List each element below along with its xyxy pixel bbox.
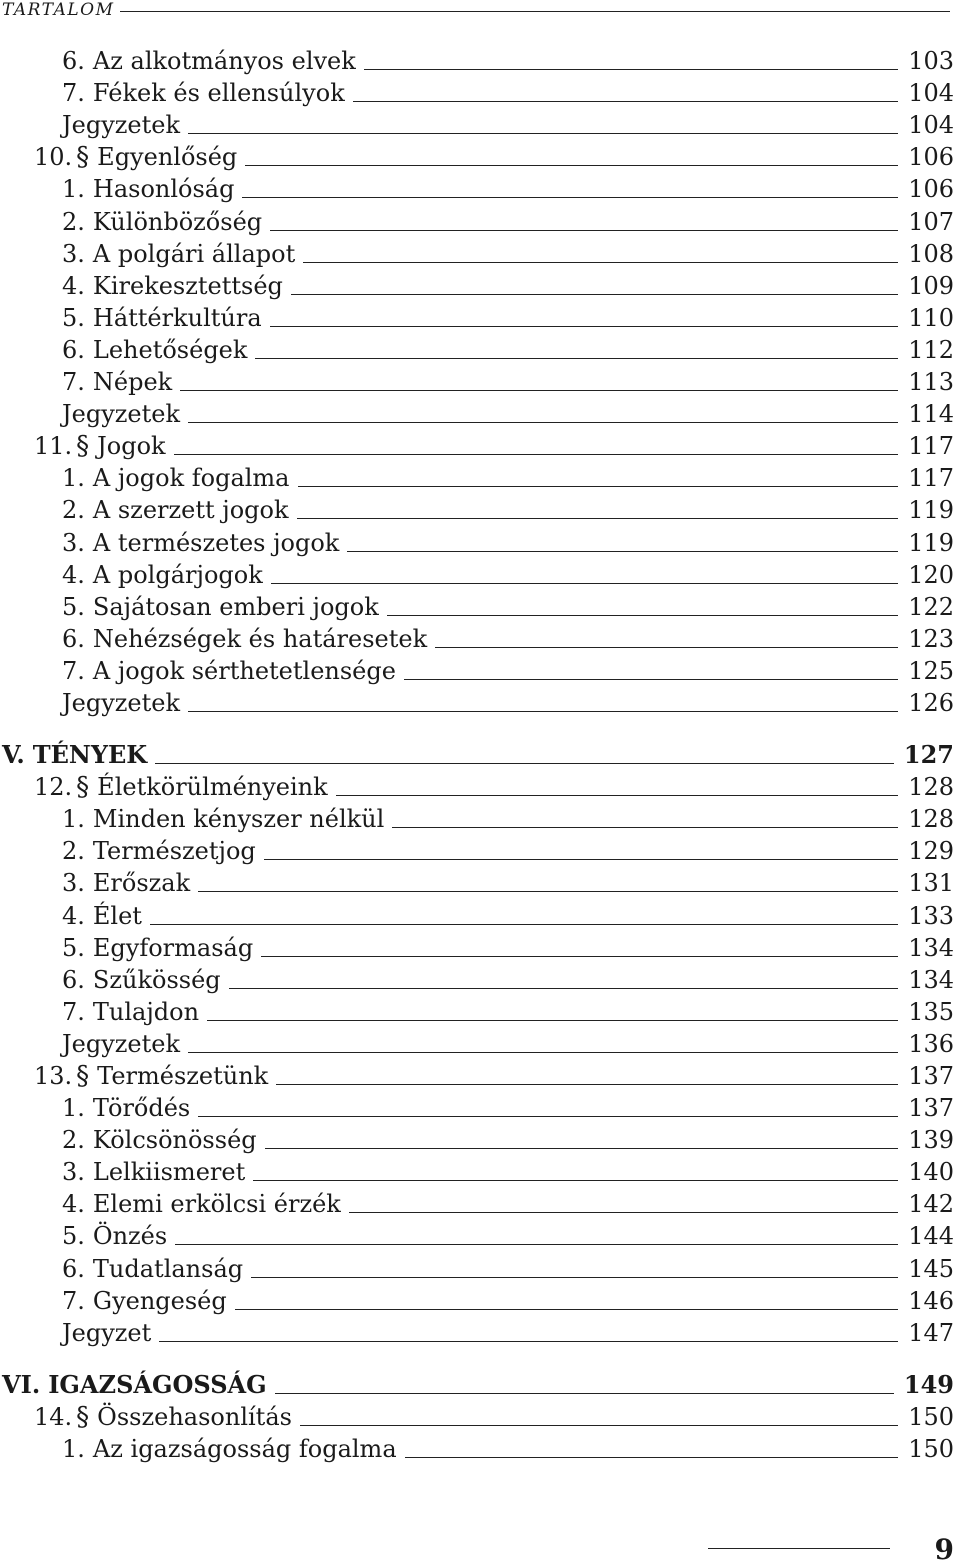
leader-line [276, 1084, 898, 1085]
toc-entry-title: Tudatlanság [92, 1254, 244, 1283]
toc-entry-page: 114 [908, 400, 954, 429]
toc-row-item [0, 1320, 954, 1352]
toc-entry-number: 2. [62, 207, 85, 236]
toc-row-item [0, 1127, 954, 1159]
leader-line [242, 197, 898, 198]
toc-entry-number: VI. [2, 1369, 41, 1399]
toc-entry-number: 2. [62, 496, 85, 525]
toc-entry-number: 3. [62, 1158, 85, 1187]
toc-row-item [0, 273, 954, 305]
toc-entry-title: A polgári állapot [92, 239, 296, 268]
toc-entry [62, 1288, 954, 1314]
toc-entry-title: Önzés [92, 1222, 168, 1251]
leader-line [245, 165, 898, 166]
toc-entry-number: 14. [34, 1402, 73, 1431]
toc-row-item [0, 690, 954, 722]
toc-row-item [0, 1159, 954, 1191]
toc-entry-page: 125 [908, 656, 954, 685]
toc-entry-number: 4. [62, 271, 85, 300]
leader-line [300, 1425, 898, 1426]
toc-entry-title: Egyformaság [92, 933, 254, 962]
toc-entry-number: 1. [62, 1094, 85, 1123]
leader-line [175, 1244, 898, 1245]
toc-entry-page: 123 [908, 624, 954, 653]
toc-entry-page: 146 [908, 1286, 954, 1315]
toc-entry [62, 870, 954, 896]
toc-entry-page: 145 [908, 1254, 954, 1283]
leader-line [387, 615, 898, 616]
leader-line [405, 1457, 899, 1458]
toc-entry-number: V. [2, 740, 25, 770]
toc-entry [62, 806, 954, 832]
toc-entry-title: A jogok sérthetetlensége [92, 656, 396, 685]
toc-entry-page: 110 [908, 303, 954, 332]
toc-entry-page: 131 [908, 869, 954, 898]
toc-entry [62, 1191, 954, 1217]
toc-entry-title: Jegyzet [62, 1318, 152, 1347]
toc-entry [62, 80, 954, 106]
toc-entry-title: Természetjog [92, 837, 256, 866]
toc-entry [62, 1127, 954, 1153]
toc-entry [62, 1223, 954, 1249]
leader-line [336, 795, 899, 796]
toc-entry-number: 4. [62, 1190, 85, 1219]
toc-entry-page: 150 [908, 1435, 954, 1464]
toc-entry-page: 109 [908, 271, 954, 300]
toc-row-item [0, 305, 954, 337]
leader-line [198, 1116, 898, 1117]
toc-entry-title: Jegyzetek [62, 1029, 180, 1058]
toc-entry-title: Jegyzetek [62, 111, 180, 140]
toc-entry-title: Népek [92, 368, 173, 397]
toc-row-item [0, 870, 954, 902]
toc-row-item [0, 838, 954, 870]
toc-row-item [0, 401, 954, 433]
toc-row-item [0, 594, 954, 626]
toc-row-item [0, 369, 954, 401]
toc-row-item [0, 658, 954, 690]
toc-entry [62, 838, 954, 864]
toc-entry-number: 13. [34, 1062, 73, 1090]
toc-row-item [0, 497, 954, 529]
toc-entry-number: 1. [62, 175, 85, 204]
leader-line [251, 1277, 898, 1278]
toc-row-item [0, 176, 954, 208]
leader-line [364, 69, 898, 70]
toc-entry-title: Hasonlóság [92, 175, 235, 204]
toc-entry-number: 5. [62, 592, 85, 621]
leader-line [265, 1148, 899, 1149]
toc-entry-title: Elemi erkölcsi érzék [92, 1190, 341, 1219]
toc-entry-title: Az alkotmányos elvek [92, 47, 356, 76]
leader-line [298, 486, 899, 487]
toc-entry-page: 117 [908, 432, 954, 461]
toc-row-item [0, 465, 954, 497]
leader-line [180, 390, 898, 391]
leader-line [255, 358, 898, 359]
toc-entry-page: 103 [908, 47, 954, 76]
leader-line [174, 454, 899, 455]
toc-row-item [0, 1255, 954, 1287]
toc-entry-number: 4. [62, 901, 85, 930]
toc-entry-title: A jogok fogalma [92, 464, 290, 493]
toc-entry-title: Kirekesztettség [92, 271, 283, 300]
toc-entry-page: 119 [908, 496, 954, 525]
header-label: TARTALOM [2, 0, 121, 20]
toc-row-item [0, 1288, 954, 1320]
toc-entry-number: 4. [62, 560, 85, 589]
toc-row-item [0, 1191, 954, 1223]
toc-entry [62, 1320, 954, 1346]
header-rule [120, 11, 950, 12]
toc-entry [62, 562, 954, 588]
leader-line [188, 133, 898, 134]
toc-entry [34, 1063, 954, 1089]
toc-row-item [0, 337, 954, 369]
toc-entry [62, 273, 954, 299]
toc-row-chapter [0, 1401, 954, 1436]
toc-entry-page: 150 [908, 1402, 954, 1431]
toc-entry-title: Természetünk [97, 1062, 269, 1090]
toc-row-chapter [0, 433, 954, 465]
toc-row-item [0, 241, 954, 273]
toc-entry [62, 112, 954, 138]
toc-entry-page: 137 [908, 1062, 954, 1090]
toc-entry-number: 7. [62, 1286, 85, 1315]
leader-line [188, 1052, 898, 1053]
toc-entry-title: Gyengeség [92, 1286, 227, 1315]
toc-entry-title: A természetes jogok [92, 528, 340, 557]
toc-entry [2, 742, 954, 768]
toc-entry [62, 999, 954, 1025]
leader-line [159, 1341, 898, 1342]
section-mark-icon: § [76, 142, 90, 173]
toc-entry-number: 3. [62, 528, 85, 557]
toc-entry [2, 1369, 954, 1399]
toc-entry-title: Az igazságosság fogalma [92, 1435, 397, 1464]
leader-line [188, 422, 898, 423]
toc-entry-number: 6. [62, 1254, 85, 1283]
toc-entry-page: 134 [908, 965, 954, 994]
toc-row-item [0, 626, 954, 658]
toc-entry-title: Szűkösség [92, 965, 221, 994]
toc-entry-page: 147 [908, 1318, 954, 1347]
toc-entry-page: 106 [908, 143, 954, 172]
toc-row-item [0, 529, 954, 561]
leader-line [270, 326, 899, 327]
leader-line [303, 262, 898, 263]
toc-entry [62, 1159, 954, 1185]
toc-row-item [0, 80, 954, 112]
toc-entry [62, 530, 954, 556]
toc-row-item [0, 1031, 954, 1063]
toc-entry-number: 7. [62, 997, 85, 1026]
toc-entry [62, 337, 954, 363]
toc-entry-number: 2. [62, 837, 85, 866]
toc-entry [62, 903, 954, 929]
toc-entry-page: 122 [908, 592, 954, 621]
toc-row-item [0, 112, 954, 144]
toc-entry [34, 142, 954, 173]
toc-entry-title: A polgárjogok [92, 560, 263, 589]
toc-entry [62, 305, 954, 331]
leader-line [275, 1393, 894, 1394]
toc-entry-page: 135 [908, 997, 954, 1026]
leader-line [404, 679, 898, 680]
toc-row-chapter [0, 1063, 954, 1095]
leader-line [235, 1309, 898, 1310]
leader-line [261, 956, 898, 957]
toc-entry-title: Összehasonlítás [97, 1402, 292, 1431]
toc-entry-number: 5. [62, 933, 85, 962]
table-of-contents [0, 48, 954, 1468]
toc-entry [62, 690, 954, 716]
toc-row-item [0, 208, 954, 240]
toc-entry-title: Jogok [97, 432, 166, 461]
toc-entry-number: 6. [62, 624, 85, 653]
toc-entry-number: 1. [62, 805, 85, 834]
leader-line [198, 891, 898, 892]
toc-entry-page: 139 [908, 1126, 954, 1155]
toc-entry-number: 1. [62, 1435, 85, 1464]
toc-entry-title: Élet [92, 901, 142, 930]
leader-line [264, 859, 898, 860]
toc-entry-page: 113 [908, 368, 954, 397]
toc-entry-title: Erőszak [92, 869, 191, 898]
toc-entry-number: 5. [62, 1222, 85, 1251]
leader-line [349, 1212, 898, 1213]
toc-entry-page: 127 [903, 740, 954, 770]
toc-row-item [0, 1436, 954, 1468]
toc-entry-number: 7. [62, 79, 85, 108]
toc-entry-number: 3. [62, 869, 85, 898]
toc-entry-title: A szerzett jogok [92, 496, 289, 525]
toc-entry-page: 106 [908, 175, 954, 204]
leader-line [253, 1180, 898, 1181]
page-number: 9 [934, 1533, 954, 1566]
toc-entry [34, 772, 954, 803]
toc-entry [62, 1031, 954, 1057]
toc-row-item [0, 48, 954, 80]
toc-entry [62, 209, 954, 235]
toc-row-item [0, 967, 954, 999]
toc-entry-title: Minden kényszer nélkül [92, 805, 385, 834]
toc-entry [62, 369, 954, 395]
toc-entry-title: Életkörülményeink [97, 773, 328, 802]
leader-line [271, 583, 898, 584]
toc-entry-page: 136 [908, 1029, 954, 1058]
toc-entry-page: 140 [908, 1158, 954, 1187]
leader-line [297, 518, 899, 519]
toc-entry-page: 142 [908, 1190, 954, 1219]
leader-line [207, 1020, 898, 1021]
toc-row-part [0, 1369, 954, 1404]
footer-rule [708, 1548, 890, 1549]
toc-entry-title: Kölcsönösség [92, 1126, 257, 1155]
toc-entry-page: 149 [903, 1369, 954, 1399]
toc-entry [34, 1401, 954, 1432]
toc-row-item [0, 1223, 954, 1255]
leader-line [353, 101, 898, 102]
toc-entry-number: 3. [62, 239, 85, 268]
toc-entry [62, 176, 954, 202]
leader-line [229, 988, 899, 989]
toc-entry-number: 11. [34, 432, 73, 461]
toc-entry-title: Jegyzetek [62, 400, 180, 429]
toc-entry [62, 594, 954, 620]
toc-entry-page: 119 [908, 528, 954, 557]
toc-entry [62, 465, 954, 491]
toc-row-item [0, 806, 954, 838]
toc-entry-number: 10. [34, 143, 73, 172]
toc-row-item [0, 902, 954, 934]
toc-entry-page: 129 [908, 837, 954, 866]
toc-entry-page: 128 [908, 805, 954, 834]
toc-row-chapter [0, 144, 954, 176]
toc-entry [62, 401, 954, 427]
toc-entry [62, 967, 954, 993]
toc-entry-title: Egyenlőség [97, 143, 238, 172]
toc-entry-page: 104 [908, 111, 954, 140]
toc-entry [62, 1095, 954, 1121]
toc-entry-title: Törődés [92, 1094, 191, 1123]
toc-entry [62, 1436, 954, 1462]
toc-row-part [0, 742, 954, 774]
leader-line [150, 924, 898, 925]
toc-entry-page: 126 [908, 688, 954, 717]
toc-row-item [0, 999, 954, 1031]
toc-entry-number: 6. [62, 965, 85, 994]
leader-line [188, 711, 898, 712]
toc-entry-number: 6. [62, 335, 85, 364]
section-mark-icon: § [76, 1401, 90, 1432]
toc-entry-title: IGAZSÁGOSSÁG [48, 1369, 267, 1399]
section-mark-icon: § [76, 431, 90, 462]
leader-line [270, 230, 898, 231]
toc-entry-page: 104 [908, 79, 954, 108]
toc-entry-number: 5. [62, 303, 85, 332]
toc-entry-page: 120 [908, 560, 954, 589]
toc-entry-title: Tulajdon [92, 997, 200, 1026]
toc-entry-title: TÉNYEK [32, 740, 148, 770]
toc-entry-number: 1. [62, 464, 85, 493]
toc-entry-number: 6. [62, 47, 85, 76]
toc-row-item [0, 935, 954, 967]
toc-entry-page: 117 [908, 464, 954, 493]
toc-entry [62, 497, 954, 523]
toc-entry [34, 431, 954, 462]
toc-entry-number: 12. [34, 773, 73, 802]
toc-entry-title: Fékek és ellensúlyok [92, 79, 345, 108]
toc-entry [62, 48, 954, 74]
toc-entry [62, 241, 954, 267]
toc-entry-title: Lelkiismeret [92, 1158, 246, 1187]
leader-line [155, 763, 894, 764]
toc-entry-title: Jegyzetek [62, 688, 180, 717]
toc-entry-page: 128 [908, 773, 954, 802]
toc-entry-number: 2. [62, 1126, 85, 1155]
toc-entry [62, 658, 954, 684]
leader-line [347, 551, 898, 552]
toc-entry-title: Lehetőségek [92, 335, 248, 364]
toc-entry [62, 935, 954, 961]
toc-entry-page: 137 [908, 1094, 954, 1123]
toc-row-item [0, 1095, 954, 1127]
toc-entry [62, 626, 954, 652]
toc-entry-number: 7. [62, 368, 85, 397]
toc-entry-title: Háttérkultúra [92, 303, 262, 332]
toc-entry-title: Nehézségek és határesetek [92, 624, 428, 653]
toc-entry-page: 134 [908, 933, 954, 962]
toc-entry-page: 144 [908, 1222, 954, 1251]
toc-entry-page: 107 [908, 207, 954, 236]
toc-entry-page: 133 [908, 901, 954, 930]
running-header [0, 0, 950, 24]
toc-row-chapter [0, 774, 954, 806]
section-mark-icon: § [76, 772, 90, 803]
toc-entry-title: Különbözőség [92, 207, 263, 236]
toc-entry-page: 112 [908, 335, 954, 364]
leader-line [435, 647, 898, 648]
toc-row-item [0, 562, 954, 594]
toc-entry [62, 1256, 954, 1282]
leader-line [392, 827, 898, 828]
toc-entry-page: 108 [908, 239, 954, 268]
toc-entry-number: 7. [62, 656, 85, 685]
toc-entry-title: Sajátosan emberi jogok [92, 592, 379, 621]
section-mark-icon: § [76, 1061, 90, 1091]
leader-line [291, 294, 898, 295]
